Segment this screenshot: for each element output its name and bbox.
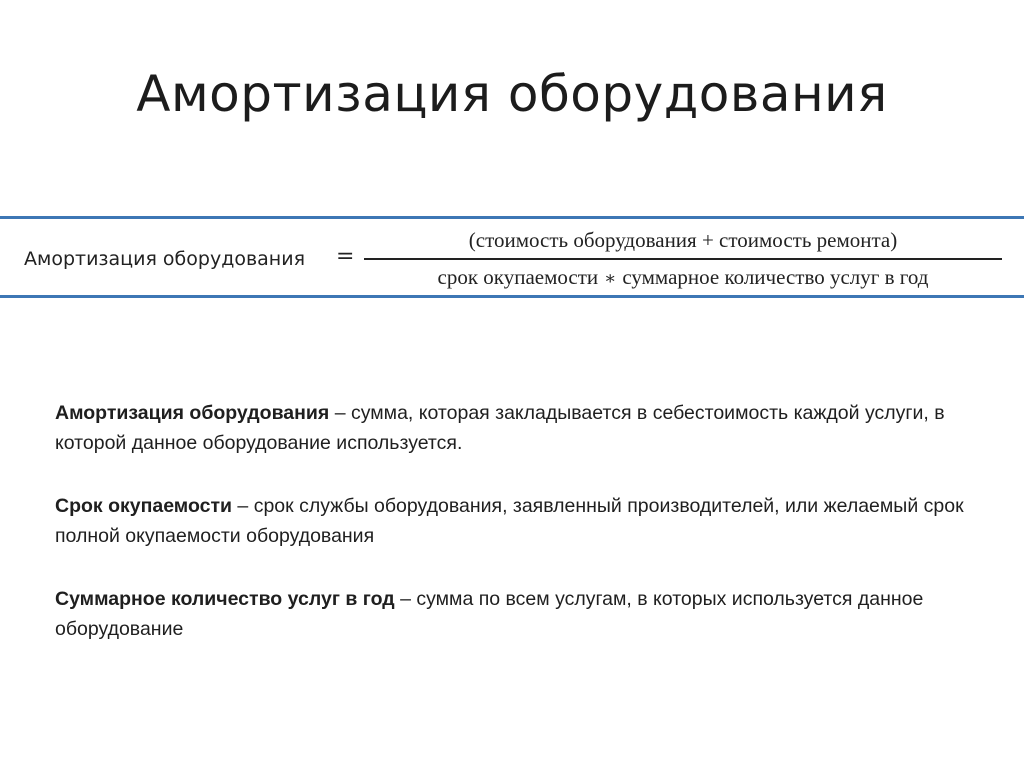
multiply-operator: ∗ — [604, 268, 617, 288]
definitions-list — [55, 398, 995, 677]
fraction-bar — [364, 258, 1002, 260]
definition-text: – сумма, которая закладывается в себестоимость каждой услуги, в которой данное оборудование используется. — [55, 402, 945, 454]
definition-item — [55, 491, 995, 551]
definition-term: Амортизация оборудования — [55, 402, 330, 424]
denominator-left: срок окупаемости — [437, 265, 599, 289]
formula-equals-sign: = — [336, 244, 355, 269]
definition-term: Суммарное количество услуг в год — [55, 588, 395, 610]
formula-lhs: Амортизация оборудования — [24, 248, 306, 270]
formula-denominator — [364, 264, 1002, 291]
definition-item — [55, 398, 995, 458]
definition-text: – сумма по всем услугам, в которых используется данное оборудование — [55, 588, 924, 640]
formula-bottom-rule — [0, 295, 1024, 298]
formula-box — [0, 216, 1024, 298]
denominator-right: суммарное количество услуг в год — [622, 265, 929, 289]
formula-top-rule — [0, 216, 1024, 219]
formula-numerator: (стоимость оборудования + стоимость ремонта) — [468, 228, 898, 252]
definition-term: Срок окупаемости — [55, 495, 233, 517]
definition-item — [55, 584, 995, 644]
definition-text: – срок службы оборудования, заявленный производителей, или желаемый срок полной окупаемости оборудования — [55, 495, 964, 547]
slide-title: Амортизация оборудования — [136, 65, 888, 123]
